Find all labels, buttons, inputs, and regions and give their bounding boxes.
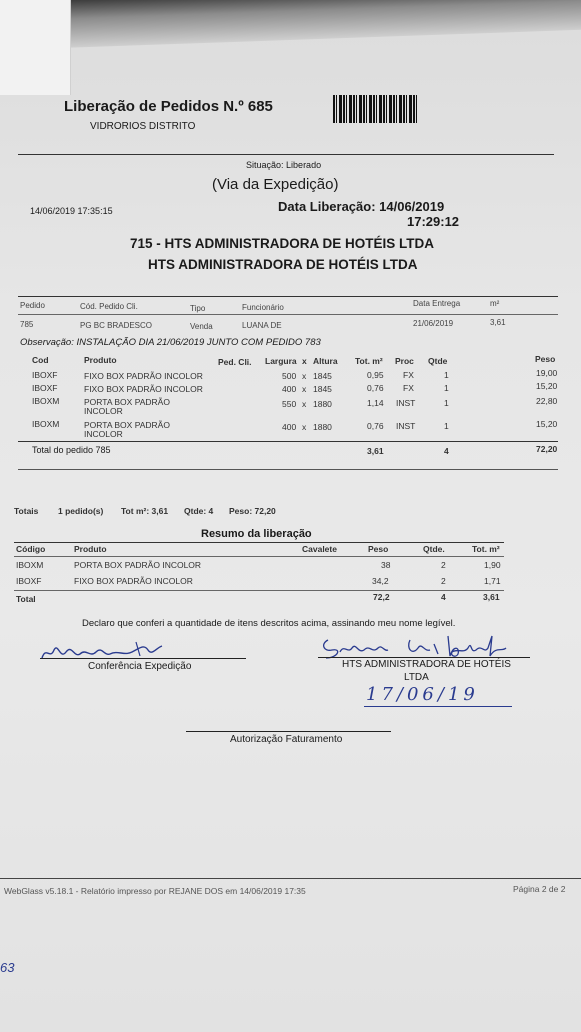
totais-pedidos: 1 pedido(s) (58, 506, 104, 516)
item-altura: 1845 (313, 371, 332, 381)
total-pedido-qtde: 4 (444, 446, 449, 456)
item-produto-line2: INCOLOR (84, 406, 123, 416)
item-tot: 0,76 (367, 383, 384, 393)
resumo-qtde: 2 (441, 576, 446, 586)
resumo-col-codigo: Código (16, 544, 46, 554)
item-largura: 550 (282, 399, 297, 409)
item-x: x (302, 384, 307, 394)
company-name: VIDRORIOS DISTRITO (90, 121, 196, 132)
label-funcionario: Funcionário (242, 303, 284, 312)
resumo-col-peso: Peso (368, 544, 389, 554)
footer-line (0, 878, 581, 879)
item-tot: 0,95 (367, 370, 384, 380)
item-proc: FX (403, 383, 414, 393)
item-produto-line2: INCOLOR (84, 429, 123, 439)
label-m2: m² (490, 299, 500, 308)
resumo-tot: 1,90 (484, 560, 501, 570)
label-tipo: Tipo (190, 304, 206, 313)
resumo-tot: 1,71 (484, 576, 501, 586)
value-funcionario: LUANA DE (242, 321, 282, 330)
col-largura: Largura (265, 356, 297, 366)
value-data-entrega: 21/06/2019 (413, 319, 454, 328)
label-pedido: Pedido (20, 301, 45, 310)
item-tot: 1,14 (367, 398, 384, 408)
declaracao: Declaro que conferi a quantidade de itens descritos acima, assinando meu nome legível. (82, 618, 456, 629)
col-tot-m2: Tot. m² (355, 356, 383, 366)
cliente-signature-name-line1: HTS ADMINISTRADORA DE HOTÉIS (342, 659, 511, 670)
order-header-top-line (18, 296, 558, 297)
resumo-peso: 38 (381, 560, 391, 570)
item-largura: 400 (282, 422, 297, 432)
value-cod-pedido-cli: PG BC BRADESCO (80, 321, 153, 330)
resumo-total-line (14, 590, 504, 591)
label-cod-pedido-cli: Cód. Pedido Cli. (80, 302, 138, 311)
col-x: x (302, 356, 307, 366)
resumo-produto: FIXO BOX PADRÃO INCOLOR (74, 576, 193, 586)
total-pedido-peso: 72,20 (536, 444, 558, 454)
item-peso: 15,20 (536, 419, 558, 429)
item-largura: 400 (282, 384, 297, 394)
item-cod: IBOXF (32, 370, 58, 380)
item-peso: 19,00 (536, 368, 558, 378)
item-proc: FX (403, 370, 414, 380)
resumo-produto: PORTA BOX PADRÃO INCOLOR (74, 560, 202, 570)
data-liberacao: Data Liberação: 14/06/2019 (278, 199, 445, 214)
handwritten-date-underline (364, 706, 512, 707)
item-altura: 1880 (313, 399, 332, 409)
resumo-col-produto: Produto (74, 544, 107, 554)
resumo-qtde: 2 (441, 560, 446, 570)
item-x: x (302, 422, 307, 432)
resumo-peso: 34,2 (372, 576, 389, 586)
totais-m2: Tot m²: 3,61 (121, 506, 169, 516)
item-cod: IBOXM (32, 396, 60, 406)
total-pedido-m2: 3,61 (367, 446, 384, 456)
observacao: Observação: INSTALAÇÃO DIA 21/06/2019 JUNTO COM PEDIDO 783 (20, 337, 321, 348)
client-name-line1: 715 - HTS ADMINISTRADORA DE HOTÉIS LTDA (130, 236, 435, 251)
col-altura: Altura (313, 356, 338, 366)
item-produto: PORTA BOX PADRÃO (84, 397, 170, 407)
conferencia-label: Conferência Expedição (88, 661, 192, 672)
item-qtde: 1 (444, 370, 449, 380)
items-total-line (18, 441, 558, 442)
item-x: x (302, 399, 307, 409)
item-proc: INST (396, 398, 416, 408)
resumo-codigo: IBOXM (16, 560, 44, 570)
item-altura: 1880 (313, 422, 332, 432)
col-peso: Peso (535, 354, 556, 364)
resumo-col-tot-m2: Tot. m² (472, 544, 500, 554)
page-edge-shadow (60, 0, 581, 48)
resumo-total-peso: 72,2 (373, 592, 390, 602)
situacao (246, 160, 321, 170)
col-qtde: Qtde (428, 356, 448, 366)
total-pedido-label: Total do pedido 785 (32, 445, 111, 455)
barcode-icon (333, 95, 419, 123)
item-produto: FIXO BOX PADRÃO INCOLOR (84, 384, 203, 394)
resumo-total-label: Total (16, 594, 36, 604)
client-name-line2: HTS ADMINISTRADORA DE HOTÉIS LTDA (148, 257, 418, 272)
totais-qtde: Qtde: 4 (184, 506, 214, 516)
previous-page-fold (0, 0, 71, 95)
header-divider (18, 154, 554, 155)
label-data-entrega: Data Entrega (413, 299, 461, 308)
value-pedido: 785 (20, 320, 34, 329)
hora-liberacao: 17:29:12 (407, 214, 460, 229)
items-bottom-line (18, 469, 558, 470)
resumo-col-cavalete: Cavalete (302, 544, 337, 554)
corner-handwritten-mark: 63 (0, 960, 15, 975)
col-proc: Proc (395, 356, 414, 366)
item-largura: 500 (282, 371, 297, 381)
situacao-value: Liberado (286, 160, 322, 170)
situacao-label: Situação: (246, 160, 284, 170)
resumo-total-m2: 3,61 (483, 592, 500, 602)
resumo-col-qtde: Qtde. (423, 544, 445, 554)
autorizacao-label: Autorização Faturamento (230, 734, 343, 745)
value-tipo: Venda (190, 322, 213, 331)
item-x: x (302, 371, 307, 381)
item-proc: INST (396, 421, 416, 431)
resumo-header-line (14, 556, 504, 557)
item-altura: 1845 (313, 384, 332, 394)
resumo-total-qtde: 4 (441, 592, 446, 602)
item-qtde: 1 (444, 398, 449, 408)
col-produto: Produto (84, 355, 117, 365)
value-m2: 3,61 (490, 318, 506, 327)
item-qtde: 1 (444, 421, 449, 431)
resumo-top-line (14, 542, 504, 543)
footer-page-number: Página 2 de 2 (513, 884, 566, 894)
signature-line-cliente (318, 657, 530, 658)
col-cod: Cod (32, 355, 49, 365)
order-header-mid-line (18, 314, 558, 315)
col-ped-cli: Ped. Cli. (218, 357, 252, 367)
item-cod: IBOXF (32, 383, 58, 393)
item-peso: 22,80 (536, 396, 558, 406)
printed-timestamp: 14/06/2019 17:35:15 (30, 206, 113, 216)
item-tot: 0,76 (367, 421, 384, 431)
item-produto: FIXO BOX PADRÃO INCOLOR (84, 371, 203, 381)
item-peso: 15,20 (536, 381, 558, 391)
handwritten-date: 17/06/19 (366, 684, 479, 705)
via-expedicao: (Via da Expedição) (212, 176, 339, 193)
footer-report-info: WebGlass v5.18.1 - Relatório impresso por REJANE DOS em 14/06/2019 17:35 (4, 886, 306, 896)
item-qtde: 1 (444, 383, 449, 393)
item-produto: PORTA BOX PADRÃO (84, 420, 170, 430)
signature-line-conferencia (40, 658, 246, 659)
totais-label: Totais (14, 506, 39, 516)
cliente-signature-name-line2: LTDA (404, 672, 429, 683)
document-title: Liberação de Pedidos N.º 685 (64, 98, 273, 115)
totais-peso: Peso: 72,20 (229, 506, 276, 516)
signature-line-autorizacao (186, 731, 391, 732)
resumo-codigo: IBOXF (16, 576, 42, 586)
item-cod: IBOXM (32, 419, 60, 429)
resumo-title: Resumo da liberação (201, 528, 312, 540)
